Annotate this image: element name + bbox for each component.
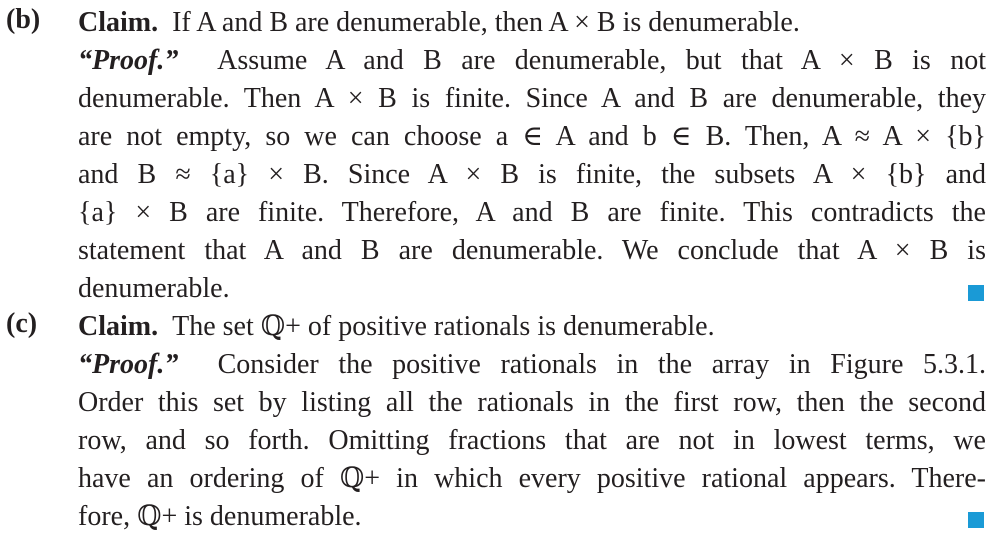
- item-body: [78, 4, 986, 308]
- item-b: [0, 4, 1000, 308]
- proof-text-line: and B ≈ {a} × B. Since A × B is finite, the subsets A × {b} and: [78, 159, 986, 190]
- proof-text-line: have an ordering of ℚ+ in which every positive rational appears. There-: [78, 463, 986, 494]
- qed-square-icon: [968, 512, 984, 528]
- proof-word: “Proof.”: [78, 349, 179, 380]
- proof-text-line: statement that A and B are denumerable. We conclude that A × B is: [78, 235, 986, 266]
- proof-text-line: row, and so forth. Omitting fractions that are not in lowest terms, we: [78, 425, 986, 456]
- item-c: [0, 308, 1000, 536]
- proof-text-line: denumerable.: [78, 273, 230, 304]
- qed-square-icon: [968, 285, 984, 301]
- proof-text-line: are not empty, so we can choose a ∈ A and b ∈ B. Then, A ≈ A × {b}: [78, 121, 986, 152]
- proof-text-line: {a} × B are finite. Therefore, A and B are finite. This contradicts the: [78, 197, 986, 228]
- item-label: (c): [6, 308, 38, 339]
- claim-text: The set ℚ+ of positive rationals is denumerable.: [172, 311, 715, 342]
- claim-word: Claim.: [78, 7, 159, 38]
- proof-text-line: Assume A and B are denumerable, but that A × B is not: [217, 45, 987, 76]
- proof-text-line: Consider the positive rationals in the array in Figure 5.3.1.: [217, 349, 987, 380]
- proof-first-line: [78, 42, 986, 80]
- item-label: (b): [6, 4, 41, 35]
- proof-text-line: fore, ℚ+ is denumerable.: [78, 501, 362, 532]
- proof-text-line: Order this set by listing all the rationals in the first row, then the second: [78, 387, 986, 418]
- proof-text-line: denumerable. Then A × B is finite. Since A and B are denumerable, they: [78, 83, 986, 114]
- item-body: [78, 308, 986, 536]
- proof-first-line: [78, 346, 986, 384]
- claim-line: [78, 308, 986, 346]
- claim-word: Claim.: [78, 311, 159, 342]
- proof-word: “Proof.”: [78, 45, 179, 76]
- claim-text: If A and B are denumerable, then A × B is denumerable.: [172, 7, 800, 38]
- claim-line: [78, 4, 986, 42]
